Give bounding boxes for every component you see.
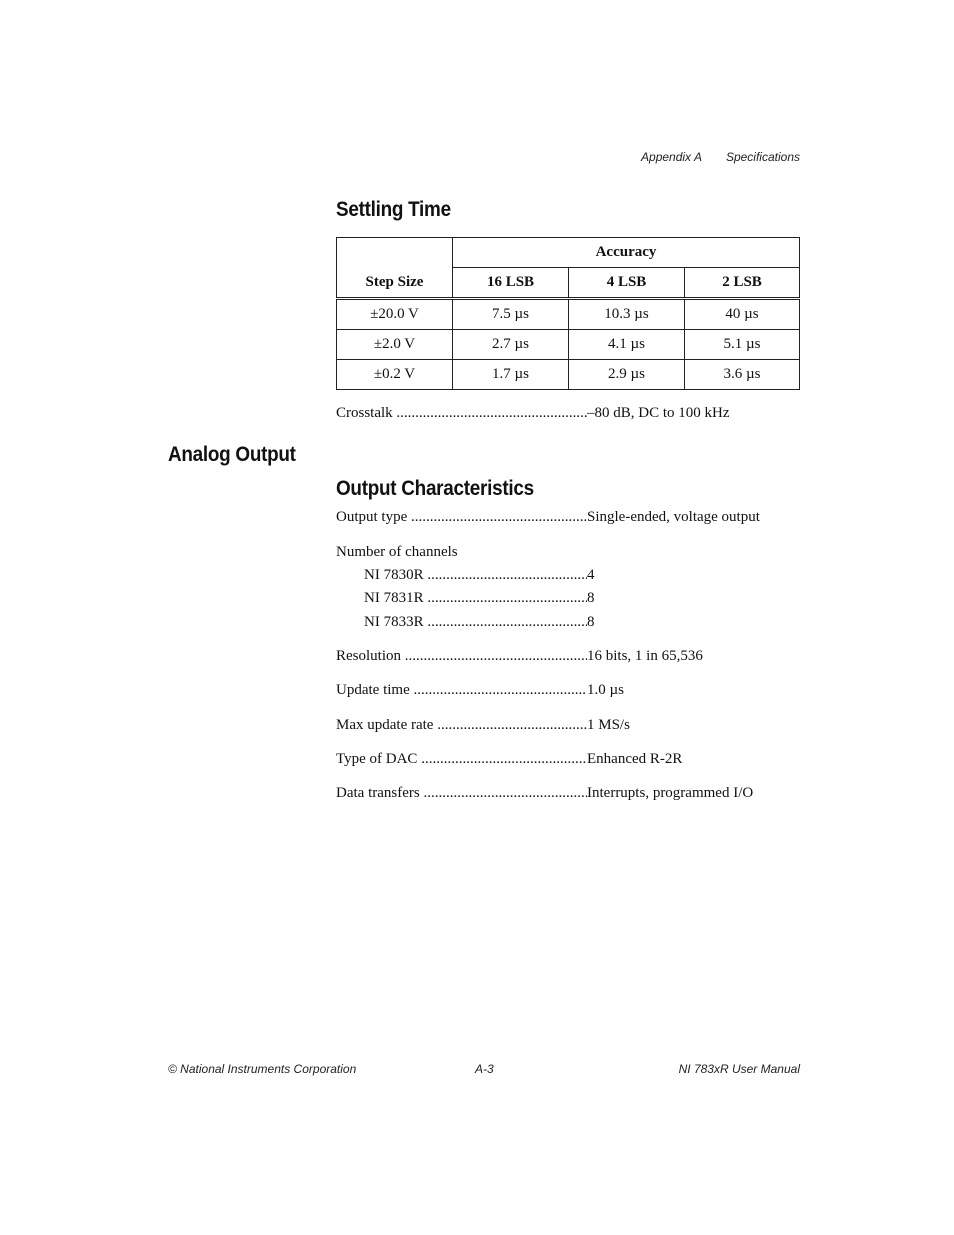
value-cell: 40 µs: [685, 299, 800, 330]
output-characteristics-heading: Output Characteristics: [336, 477, 534, 500]
value-cell: 2.7 µs: [453, 330, 569, 360]
value-cell: 5.1 µs: [685, 330, 800, 360]
spec-label: Number of channels: [336, 544, 458, 560]
step-cell: ±0.2 V: [337, 360, 453, 390]
value-cell: 2.9 µs: [569, 360, 685, 390]
dac-type-spec: [336, 751, 682, 768]
spec-value: 1 MS/s: [587, 717, 630, 733]
spec-value: 16 bits, 1 in 65,536: [587, 648, 703, 664]
spec-value: 8: [587, 614, 595, 630]
column-header: 4 LSB: [569, 268, 685, 299]
column-header: 16 LSB: [453, 268, 569, 299]
analog-output-heading: Analog Output: [168, 443, 296, 466]
spec-value: Interrupts, programmed I/O: [587, 785, 754, 801]
settling-time-table: [336, 237, 800, 390]
update-time-spec: [336, 682, 624, 699]
channel-spec-7831r: [364, 590, 595, 607]
step-cell: ±20.0 V: [337, 299, 453, 330]
accuracy-header: Accuracy: [453, 238, 800, 268]
step-cell: ±2.0 V: [337, 330, 453, 360]
spec-value: –80 dB, DC to 100 kHz: [587, 405, 730, 421]
value-cell: 4.1 µs: [569, 330, 685, 360]
value-cell: 10.3 µs: [569, 299, 685, 330]
spec-label: NI 7830R .....: [364, 567, 587, 584]
spec-value: Single-ended, voltage output: [587, 509, 760, 525]
settling-time-heading: Settling Time: [336, 198, 451, 221]
spec-value: Enhanced R-2R: [587, 751, 683, 767]
spec-value: 4: [587, 567, 595, 583]
spec-value: 1.0 µs: [587, 682, 624, 698]
value-cell: 1.7 µs: [453, 360, 569, 390]
data-transfers-spec: [336, 785, 753, 802]
running-header: [641, 150, 800, 164]
footer-copyright: © National Instruments Corporation: [168, 1062, 357, 1076]
footer-manual-title: NI 783xR User Manual: [678, 1062, 800, 1076]
step-size-header: Step Size: [337, 238, 453, 299]
channel-spec-7833r: [364, 614, 595, 631]
spec-label: NI 7831R .....: [364, 590, 587, 607]
spec-label: Data transfers .....: [336, 785, 587, 802]
spec-label: Max update rate .....: [336, 717, 587, 734]
resolution-spec: [336, 648, 703, 665]
table-row: [337, 299, 800, 330]
spec-label: Crosstalk .....: [336, 405, 587, 422]
value-cell: 3.6 µs: [685, 360, 800, 390]
output-type-spec: [336, 509, 760, 526]
header-appendix: Appendix A: [641, 150, 702, 164]
spec-value: 8: [587, 590, 595, 606]
table-row: [337, 360, 800, 390]
header-title: Specifications: [725, 150, 800, 164]
crosstalk-spec: [336, 405, 730, 422]
spec-label: Output type .....: [336, 509, 587, 526]
value-cell: 7.5 µs: [453, 299, 569, 330]
spec-label: Type of DAC .....: [336, 751, 587, 768]
table-row: [337, 330, 800, 360]
channel-spec-7830r: [364, 567, 595, 584]
channels-label: [336, 544, 458, 561]
max-update-rate-spec: [336, 717, 630, 734]
footer-page-number: A-3: [475, 1062, 494, 1076]
column-header: 2 LSB: [685, 268, 800, 299]
spec-label: Resolution .....: [336, 648, 587, 665]
spec-label: Update time .....: [336, 682, 587, 699]
spec-label: NI 7833R .....: [364, 614, 587, 631]
